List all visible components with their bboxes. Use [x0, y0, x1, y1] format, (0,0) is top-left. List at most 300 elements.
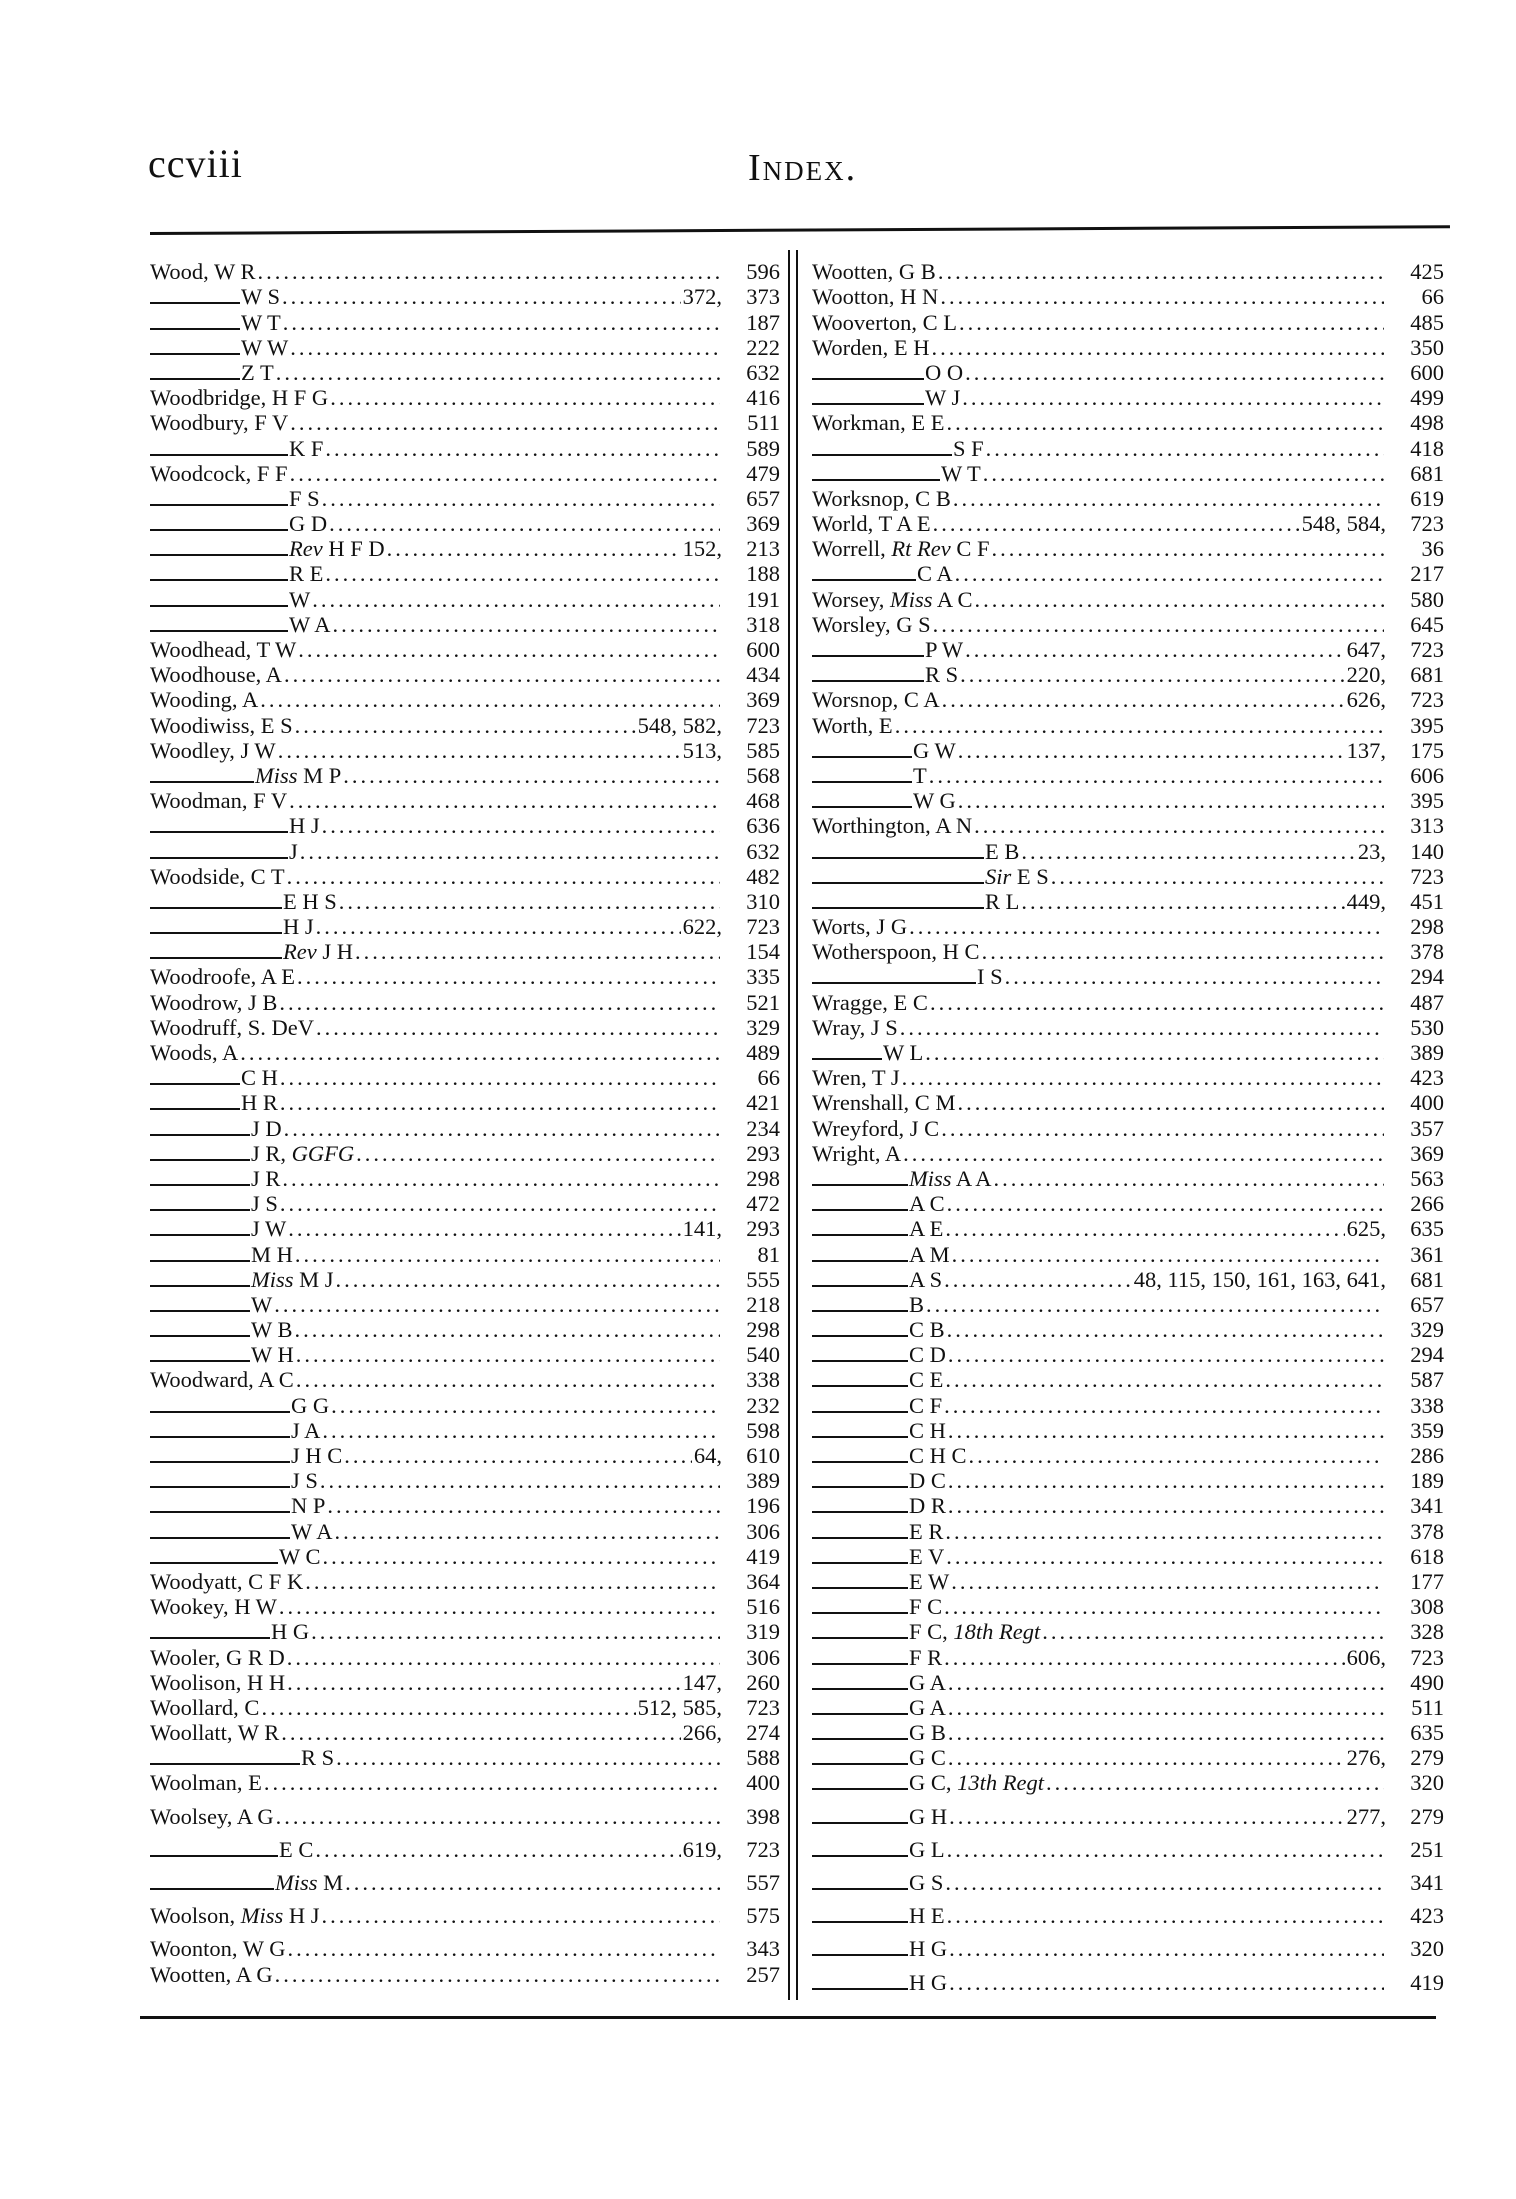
- ditto-dash: [812, 579, 916, 581]
- entry-name-part: O O: [925, 360, 964, 385]
- entry-name-part: Woodroofe, A E: [150, 965, 296, 990]
- entry-page-number: 389: [1410, 1040, 1444, 1065]
- column-divider: [788, 250, 790, 2000]
- index-entry: [150, 890, 780, 915]
- entry-name: [812, 613, 931, 638]
- dot-leader: [944, 1393, 1384, 1418]
- index-entry: [150, 739, 780, 764]
- ditto-dash: [150, 957, 282, 959]
- entry-name-part: G D: [289, 511, 328, 537]
- ditto-dash: [812, 857, 984, 859]
- entry-page-number: 251: [1410, 1837, 1444, 1862]
- dot-leader: [288, 1217, 680, 1242]
- index-entry: [150, 361, 780, 386]
- index-entry: [812, 1620, 1444, 1645]
- dot-leader: [940, 285, 1384, 310]
- entry-name-part: Miss: [251, 1267, 294, 1292]
- entry-name-part: G A: [909, 1670, 946, 1695]
- entry-page-number: 635: [1410, 1217, 1444, 1242]
- ditto-dash: [812, 1461, 908, 1463]
- dot-leader: [344, 1444, 692, 1469]
- index-entry: [812, 1519, 1444, 1544]
- entry-spacer: [150, 1830, 780, 1838]
- dot-leader: [287, 1671, 681, 1696]
- entry-name: [909, 1318, 945, 1343]
- ditto-dash: [150, 1511, 290, 1513]
- dot-leader: [355, 940, 720, 965]
- column-divider: [796, 250, 798, 2000]
- entry-page-number: 395: [1410, 788, 1444, 814]
- entry-name-part: Woollard, C: [150, 1695, 260, 1720]
- entry-name-part: F C: [909, 1594, 943, 1620]
- entry-name-part: Sir: [985, 864, 1012, 889]
- entry-name-part: J: [289, 839, 298, 864]
- index-entry: [150, 285, 780, 310]
- entry-name-part: 18th Regt: [953, 1620, 1041, 1645]
- dot-leader: [295, 713, 636, 738]
- dot-leader: [290, 411, 720, 436]
- dot-leader: [983, 462, 1384, 487]
- entry-name-part: C F: [909, 1393, 943, 1418]
- entry-extra-pages: 622,: [682, 914, 722, 940]
- entry-page-number: 369: [746, 511, 780, 537]
- dot-leader: [280, 1192, 720, 1217]
- entry-page-number: 154: [746, 940, 780, 965]
- entry-page-number: 580: [1410, 587, 1444, 612]
- entry-name: [812, 814, 972, 839]
- entry-name: [909, 1970, 947, 1995]
- index-entry: [150, 1368, 780, 1393]
- dot-leader: [327, 1494, 720, 1519]
- index-entry: [150, 1937, 780, 1962]
- entry-name-part: M J: [299, 1267, 334, 1292]
- dot-leader: [322, 487, 720, 512]
- index-column-left: [150, 260, 780, 1988]
- entry-name-part: 13th Regt: [957, 1771, 1044, 1796]
- entry-page-number: 357: [1410, 1116, 1444, 1141]
- entry-name: [985, 839, 1019, 864]
- dot-leader: [926, 1293, 1384, 1318]
- entry-page-number: 487: [1410, 990, 1444, 1015]
- entry-page-number: 341: [1410, 1870, 1444, 1895]
- entry-name-part: Rev: [289, 537, 323, 562]
- entry-page-number: 298: [1410, 914, 1444, 940]
- dot-leader: [948, 1494, 1384, 1519]
- index-entry: [150, 990, 780, 1015]
- entry-page-number: 341: [1410, 1494, 1444, 1519]
- ditto-dash: [150, 1285, 250, 1287]
- entry-name: [812, 285, 938, 310]
- entry-name-part: H J: [289, 814, 320, 839]
- ditto-dash: [812, 982, 976, 984]
- entry-name-part: C B: [909, 1317, 945, 1343]
- ditto-dash: [150, 1134, 250, 1136]
- entry-name: [953, 436, 984, 461]
- entry-page-number: 723: [746, 914, 780, 940]
- entry-name: [909, 1771, 1044, 1796]
- index-entry: [812, 361, 1444, 386]
- entry-name-part: Woodyatt, C F K: [150, 1569, 304, 1594]
- entry-name: [913, 739, 956, 764]
- entry-name: [913, 764, 927, 789]
- entry-name-part: Woodhouse, A: [150, 663, 282, 688]
- index-entry: [150, 663, 780, 688]
- ditto-dash: [150, 857, 288, 859]
- dot-leader: [297, 965, 720, 990]
- ditto-dash: [812, 1988, 908, 1990]
- ditto-dash: [812, 882, 984, 884]
- entry-page-number: 610: [746, 1443, 780, 1468]
- index-entry: [812, 1419, 1444, 1444]
- entry-name: [291, 1444, 342, 1469]
- dot-leader: [295, 1242, 720, 1267]
- entry-name-part: Woodcock, F F: [150, 461, 288, 486]
- dot-leader: [321, 1904, 720, 1929]
- entry-spacer: [150, 1796, 780, 1804]
- entry-page-number: 619: [1410, 486, 1444, 511]
- index-entry: [150, 1142, 780, 1167]
- index-entry: [150, 1343, 780, 1368]
- entry-page-number: 563: [1410, 1166, 1444, 1191]
- entry-name-part: Wright, A: [812, 1141, 902, 1166]
- entry-name-part: Woodbridge, H F G: [150, 385, 329, 411]
- dot-leader: [955, 562, 1384, 587]
- index-entry: [150, 462, 780, 487]
- entry-name-part: G C: [909, 1746, 946, 1771]
- entry-name: [150, 1962, 273, 1987]
- dot-leader: [947, 1192, 1384, 1217]
- entry-name: [150, 638, 296, 663]
- entry-name-part: C A: [917, 562, 953, 587]
- entry-page-number: 335: [746, 965, 780, 990]
- entry-name-part: W A: [289, 612, 331, 637]
- ditto-dash: [812, 1738, 908, 1740]
- index-entry: [150, 386, 780, 411]
- entry-page-number: 434: [746, 663, 780, 688]
- dot-leader: [276, 1804, 720, 1829]
- dot-leader: [278, 739, 681, 764]
- entry-page-number: 498: [1410, 411, 1444, 436]
- entry-name: [909, 1570, 949, 1595]
- dot-leader: [281, 1721, 680, 1746]
- entry-page-number: 600: [746, 637, 780, 662]
- index-entry: [812, 1871, 1444, 1896]
- entry-name: [909, 1804, 947, 1829]
- entry-extra-pages: 147,: [682, 1670, 722, 1695]
- ditto-dash: [150, 1461, 290, 1463]
- ditto-dash: [150, 328, 240, 330]
- dot-leader: [900, 1016, 1384, 1041]
- entry-name-part: F S: [289, 486, 320, 511]
- entry-name: [150, 1016, 314, 1041]
- entry-name: [150, 411, 288, 436]
- entry-name-part: Woodside, C T: [150, 864, 285, 889]
- dot-leader: [332, 613, 720, 638]
- dot-leader: [925, 1041, 1384, 1066]
- entry-page-number: 598: [746, 1418, 780, 1443]
- dot-leader: [331, 1393, 720, 1418]
- index-entry: [812, 462, 1444, 487]
- dot-leader: [315, 1838, 680, 1863]
- entry-name-part: Miss: [275, 1870, 318, 1895]
- entry-name-part: W: [251, 1292, 273, 1317]
- entry-page-number: 234: [746, 1116, 780, 1141]
- dot-leader: [947, 1904, 1384, 1929]
- entry-page-number: 636: [746, 814, 780, 839]
- dot-leader: [1042, 1620, 1384, 1645]
- entry-page-number: 177: [1410, 1569, 1444, 1594]
- dot-leader: [322, 1419, 720, 1444]
- entry-page-number: 319: [746, 1620, 780, 1645]
- ditto-dash: [150, 1888, 274, 1890]
- index-entry: [812, 1545, 1444, 1570]
- entry-name: [283, 915, 314, 940]
- entry-name-part: D C: [909, 1469, 946, 1494]
- entry-name-part: J S: [251, 1191, 278, 1217]
- index-entry: [812, 839, 1444, 864]
- entry-page-number: 191: [746, 587, 780, 612]
- entry-name: [812, 1091, 955, 1116]
- entry-name-part: N P: [291, 1494, 326, 1519]
- entry-extra-pages: 64,: [693, 1443, 722, 1468]
- entry-name: [909, 1746, 946, 1771]
- entry-name-part: Wren, T J: [812, 1066, 900, 1091]
- entry-page-number: 266: [1410, 1191, 1444, 1217]
- entry-page-number: 286: [1410, 1443, 1444, 1468]
- entry-name: [289, 613, 330, 638]
- dot-leader: [962, 386, 1384, 411]
- entry-page-number: 482: [746, 864, 780, 889]
- ditto-dash: [812, 403, 924, 405]
- entry-page-number: 490: [1410, 1670, 1444, 1695]
- entry-name-part: E R: [909, 1519, 944, 1544]
- entry-extra-pages: 277,: [1346, 1804, 1386, 1829]
- entry-page-number: 723: [1410, 511, 1444, 537]
- index-entry: [812, 487, 1444, 512]
- ditto-dash: [812, 1234, 908, 1236]
- entry-page-number: 320: [1410, 1771, 1444, 1796]
- entry-name: [883, 1041, 923, 1066]
- dot-leader: [944, 1645, 1344, 1670]
- dot-leader: [942, 688, 1345, 713]
- entry-name-part: C F: [950, 537, 990, 562]
- ditto-dash: [812, 1663, 908, 1665]
- ditto-dash: [150, 1537, 290, 1539]
- dot-leader: [947, 1838, 1384, 1863]
- index-entry: [812, 537, 1444, 562]
- entry-name: [909, 1595, 942, 1620]
- dot-leader: [339, 890, 720, 915]
- dot-leader: [264, 1771, 720, 1796]
- index-entry: [150, 1595, 780, 1620]
- entry-name: [279, 1545, 320, 1570]
- entry-name-part: A A: [955, 1166, 992, 1191]
- index-entry: [150, 1645, 780, 1670]
- entry-page-number: 485: [1410, 310, 1444, 335]
- index-entry: [150, 411, 780, 436]
- entry-name: [289, 537, 385, 562]
- dot-leader: [274, 1293, 720, 1318]
- entry-name: [279, 1838, 313, 1863]
- entry-name: [255, 764, 341, 789]
- index-entry: [812, 1066, 1444, 1091]
- dot-leader: [298, 638, 720, 663]
- entry-name-part: World, T A E: [812, 511, 931, 537]
- entry-name-part: Woolman, E: [150, 1771, 262, 1796]
- entry-page-number: 196: [746, 1494, 780, 1519]
- entry-page-number: 359: [1410, 1418, 1444, 1443]
- entry-name: [977, 965, 1003, 990]
- entry-extra-pages: 512, 585,: [637, 1695, 722, 1720]
- entry-name: [909, 1217, 943, 1242]
- entry-name: [291, 1519, 332, 1544]
- dot-leader: [938, 260, 1384, 285]
- entry-name: [812, 411, 945, 436]
- entry-name-part: J R,: [251, 1141, 292, 1166]
- entry-page-number: 279: [1410, 1746, 1444, 1771]
- index-entry: [150, 1217, 780, 1242]
- entry-name-part: Miss: [255, 763, 298, 788]
- entry-name-part: Wragge, E C: [812, 990, 928, 1015]
- index-entry: [812, 1444, 1444, 1469]
- entry-name-part: Wootton, H N: [812, 285, 939, 310]
- dot-leader: [276, 361, 720, 386]
- ditto-dash: [150, 1260, 250, 1262]
- ditto-dash: [150, 831, 288, 833]
- entry-name: [812, 336, 930, 361]
- entry-name: [909, 1494, 946, 1519]
- entry-name-part: J D: [251, 1116, 282, 1141]
- entry-name-part: G B: [909, 1720, 946, 1746]
- ditto-dash: [150, 302, 240, 304]
- ditto-dash: [150, 579, 288, 581]
- entry-name: [909, 1645, 942, 1670]
- entry-name-part: Worsnop, C A: [812, 688, 940, 713]
- entry-name-part: A S: [909, 1267, 943, 1292]
- index-entry: [150, 1091, 780, 1116]
- entry-page-number: 318: [746, 612, 780, 637]
- entry-name-part: Woolson,: [150, 1904, 241, 1929]
- entry-page-number: 632: [746, 839, 780, 864]
- ditto-dash: [150, 1562, 278, 1564]
- index-entry: [812, 940, 1444, 965]
- ditto-dash: [150, 1335, 250, 1337]
- entry-page-number: 298: [746, 1317, 780, 1343]
- entry-page-number: 338: [746, 1368, 780, 1393]
- entry-page-number: 294: [1410, 1343, 1444, 1368]
- index-entry: [812, 865, 1444, 890]
- entry-name: [150, 1937, 285, 1962]
- entry-name: [283, 940, 353, 965]
- entry-name: [150, 663, 282, 688]
- entry-name-part: A C: [909, 1191, 945, 1217]
- entry-name-part: C H: [241, 1066, 278, 1091]
- entry-name: [289, 562, 323, 587]
- entry-page-number: 568: [746, 763, 780, 788]
- dot-leader: [305, 1570, 720, 1595]
- entry-name-part: Wreyford, J C: [812, 1116, 940, 1141]
- index-entry: [812, 436, 1444, 461]
- dot-leader: [312, 587, 720, 612]
- dot-leader: [930, 990, 1384, 1015]
- index-entry: [150, 1671, 780, 1696]
- entry-page-number: 418: [1410, 436, 1444, 461]
- entry-name: [909, 1242, 950, 1267]
- entry-name: [150, 1570, 303, 1595]
- entry-name: [913, 789, 956, 814]
- index-entry: [812, 789, 1444, 814]
- page-title: Index.: [748, 147, 858, 189]
- entry-page-number: 618: [1410, 1544, 1444, 1569]
- entry-name: [251, 1268, 334, 1293]
- entry-name-part: C H C: [909, 1443, 967, 1468]
- entry-page-number: 681: [1410, 461, 1444, 486]
- entry-name: [291, 1469, 318, 1494]
- dot-leader: [300, 839, 720, 864]
- dot-leader: [261, 1696, 635, 1721]
- dot-leader: [933, 613, 1384, 638]
- entry-name-part: Woolsey, A G: [150, 1804, 274, 1829]
- entry-extra-pages: 276,: [1346, 1746, 1386, 1771]
- entry-page-number: 419: [1410, 1970, 1444, 1995]
- index-entry: [812, 1671, 1444, 1696]
- entry-name-part: Woolison, H H: [150, 1670, 286, 1695]
- entry-extra-pages: 548, 584,: [1301, 511, 1386, 537]
- ditto-dash: [150, 454, 288, 456]
- dot-leader: [279, 1595, 720, 1620]
- entry-name-part: J R: [251, 1166, 281, 1191]
- index-entry: [812, 1041, 1444, 1066]
- entry-name: [909, 1721, 946, 1746]
- dot-leader: [289, 789, 720, 814]
- index-entry: [812, 1393, 1444, 1418]
- dot-leader: [944, 1268, 1132, 1293]
- entry-name: [150, 1595, 277, 1620]
- entry-page-number: 557: [746, 1870, 780, 1895]
- ditto-dash: [812, 378, 924, 380]
- entry-extra-pages: 625,: [1346, 1217, 1386, 1242]
- entry-page-number: 175: [1410, 738, 1444, 763]
- entry-name-part: J S: [291, 1469, 318, 1494]
- entry-spacer: [150, 1896, 780, 1904]
- entry-name: [150, 688, 258, 713]
- index-entry: [812, 1242, 1444, 1267]
- index-entry: [150, 1242, 780, 1267]
- dot-leader: [330, 386, 720, 411]
- index-entry: [150, 436, 780, 461]
- entry-name-part: J H: [322, 940, 353, 965]
- entry-spacer: [812, 1962, 1444, 1970]
- entry-page-number: 395: [1410, 713, 1444, 738]
- index-entry: [150, 688, 780, 713]
- entry-name: [251, 1242, 293, 1267]
- index-entry: [150, 613, 780, 638]
- index-entry: [150, 1696, 780, 1721]
- entry-name: [289, 587, 310, 612]
- dot-leader: [945, 1217, 1344, 1242]
- dot-leader: [322, 1545, 720, 1570]
- index-entry: [150, 814, 780, 839]
- entry-name-part: G H: [909, 1804, 948, 1829]
- entry-name: [241, 336, 288, 361]
- ditto-dash: [812, 1688, 908, 1690]
- dot-leader: [947, 411, 1384, 436]
- entry-name-part: G S: [909, 1870, 944, 1895]
- entry-name-part: W G: [913, 788, 956, 814]
- entry-page-number: 308: [1410, 1594, 1444, 1620]
- entry-name-part: W C: [279, 1544, 321, 1569]
- entry-page-number: 66: [1421, 285, 1444, 310]
